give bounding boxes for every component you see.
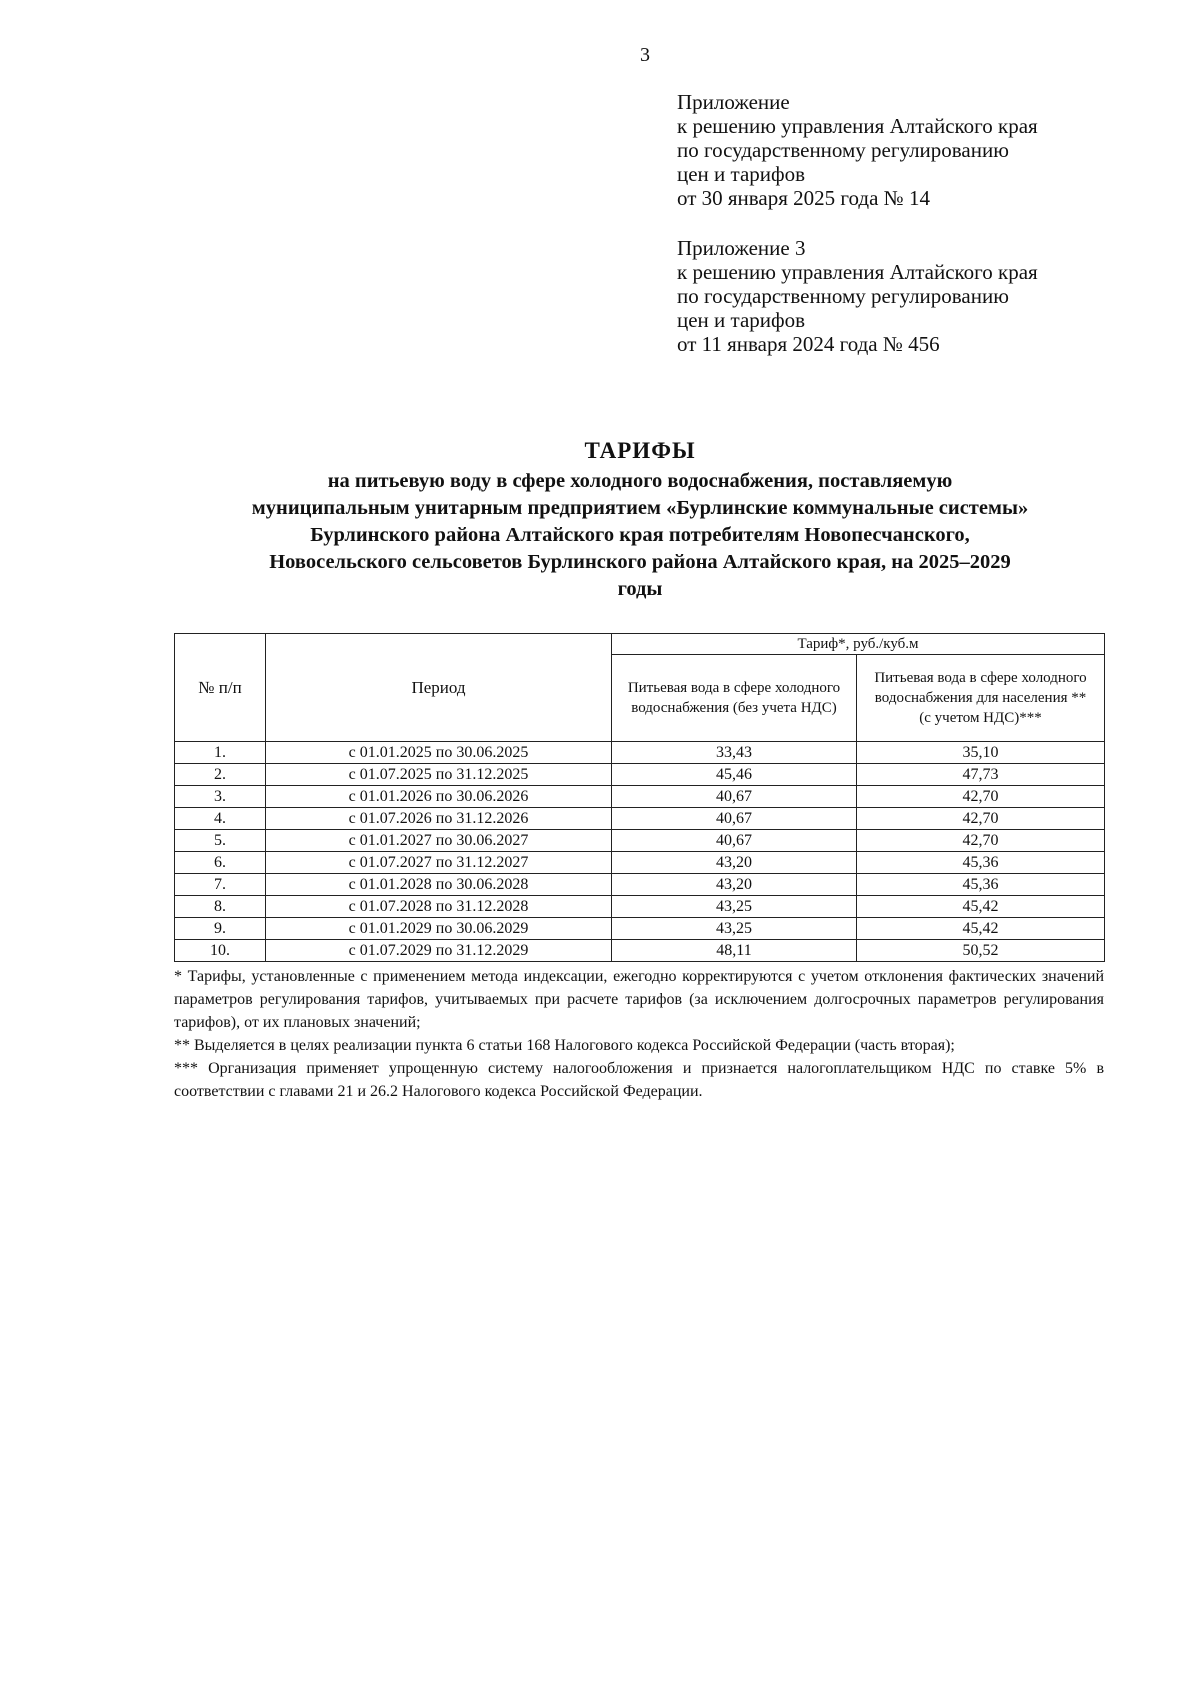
cell-without-vat: 43,25 (612, 896, 857, 918)
appendix-line: от 30 января 2025 года № 14 (677, 186, 930, 210)
table-row (175, 896, 1105, 918)
title-line: Бурлинского района Алтайского края потребителям Новопесчанского, (310, 524, 970, 546)
title-line: на питьевую воду в сфере холодного водоснабжения, поставляемую (327, 470, 953, 492)
page-number: 3 (640, 44, 650, 66)
table-row (175, 764, 1105, 786)
cell-period: с 01.01.2028 по 30.06.2028 (266, 874, 612, 896)
table-row (175, 808, 1105, 830)
cell-without-vat: 40,67 (612, 830, 857, 852)
footnote: *** Организация применяет упрощенную систему налогообложения и признается налогоплательщиком НДС по ставке 5% в соответствии с главами 21 и 26.2 Налогового кодекса Российской Федерации. (174, 1060, 1104, 1100)
cell-without-vat: 43,20 (612, 874, 857, 896)
title-line: годы (617, 578, 663, 600)
appendix-line: цен и тарифов (677, 162, 806, 186)
cell-without-vat: 33,43 (612, 742, 857, 764)
tariffs-table (174, 633, 1105, 962)
cell-period: с 01.01.2026 по 30.06.2026 (266, 786, 612, 808)
title-main: ТАРИФЫ (584, 438, 696, 463)
footnote: * Тарифы, установленные с применением метода индексации, ежегодно корректируются с учетом отклонения фактических значений параметров регулирования тарифов, учитываемых при расчете тарифов (за исключением долгосрочных параметров регулирования тарифов), от их плановых значений; (174, 968, 1104, 1031)
appendix-line: Приложение (677, 90, 790, 114)
cell-period: с 01.07.2026 по 31.12.2026 (266, 808, 612, 830)
table-row (175, 742, 1105, 764)
cell-with-vat: 45,36 (857, 852, 1105, 874)
cell-number: 9. (175, 918, 266, 940)
cell-period: с 01.07.2025 по 31.12.2025 (266, 764, 612, 786)
cell-number: 1. (175, 742, 266, 764)
cell-number: 8. (175, 896, 266, 918)
cell-period: с 01.01.2029 по 30.06.2029 (266, 918, 612, 940)
title-line: муниципальным унитарным предприятием «Бурлинские коммунальные системы» (251, 497, 1029, 519)
cell-number: 2. (175, 764, 266, 786)
cell-without-vat: 48,11 (612, 940, 857, 962)
cell-number: 4. (175, 808, 266, 830)
appendix-line: к решению управления Алтайского края (677, 114, 1038, 138)
cell-without-vat: 40,67 (612, 808, 857, 830)
cell-period: с 01.07.2028 по 31.12.2028 (266, 896, 612, 918)
table-row (175, 940, 1105, 962)
cell-without-vat: 40,67 (612, 786, 857, 808)
header-period: Период (266, 634, 612, 742)
header-with-vat-note: (с учетом НДС)*** (919, 710, 1042, 726)
cell-period: с 01.01.2027 по 30.06.2027 (266, 830, 612, 852)
cell-with-vat: 45,36 (857, 874, 1105, 896)
cell-without-vat: 43,25 (612, 918, 857, 940)
appendix-line: по государственному регулированию (677, 138, 1009, 162)
cell-period: с 01.01.2025 по 30.06.2025 (266, 742, 612, 764)
cell-period: с 01.07.2027 по 31.12.2027 (266, 852, 612, 874)
appendix-line: Приложение 3 (677, 236, 806, 260)
table-row (175, 830, 1105, 852)
table-row (175, 918, 1105, 940)
cell-without-vat: 45,46 (612, 764, 857, 786)
header-tariff-group: Тариф*, руб./куб.м (612, 634, 1105, 655)
cell-without-vat: 43,20 (612, 852, 857, 874)
header-number: № п/п (175, 634, 266, 742)
appendix-line: от 11 января 2024 года № 456 (677, 332, 940, 356)
document-title (160, 438, 1120, 603)
cell-number: 7. (175, 874, 266, 896)
appendix-line: цен и тарифов (677, 308, 806, 332)
cell-with-vat: 50,52 (857, 940, 1105, 962)
header-with-vat-label: Питьевая вода в сфере холодного водоснабжения для населения ** (874, 670, 1087, 706)
appendix-current-header (677, 90, 1038, 210)
table-row (175, 786, 1105, 808)
appendix-original-header (677, 236, 1038, 356)
cell-with-vat: 42,70 (857, 830, 1105, 852)
cell-with-vat: 45,42 (857, 918, 1105, 940)
header-without-vat (612, 655, 857, 742)
table-row (175, 852, 1105, 874)
cell-with-vat: 45,42 (857, 896, 1105, 918)
cell-number: 5. (175, 830, 266, 852)
table-row (175, 874, 1105, 896)
cell-number: 10. (175, 940, 266, 962)
cell-with-vat: 35,10 (857, 742, 1105, 764)
header-without-vat-label: Питьевая вода в сфере холодного водоснабжения (без учета НДС) (627, 680, 841, 716)
cell-number: 6. (175, 852, 266, 874)
appendix-line: по государственному регулированию (677, 284, 1009, 308)
title-line: Новосельского сельсоветов Бурлинского района Алтайского края, на 2025–2029 (269, 551, 1011, 573)
appendix-line: к решению управления Алтайского края (677, 260, 1038, 284)
footnote: ** Выделяется в целях реализации пункта 6 статьи 168 Налогового кодекса Российской Федерации (часть вторая); (174, 1037, 955, 1054)
cell-with-vat: 42,70 (857, 786, 1105, 808)
cell-with-vat: 42,70 (857, 808, 1105, 830)
cell-period: с 01.07.2029 по 31.12.2029 (266, 940, 612, 962)
header-with-vat (857, 655, 1105, 742)
cell-number: 3. (175, 786, 266, 808)
cell-with-vat: 47,73 (857, 764, 1105, 786)
footnotes (174, 965, 1104, 1103)
